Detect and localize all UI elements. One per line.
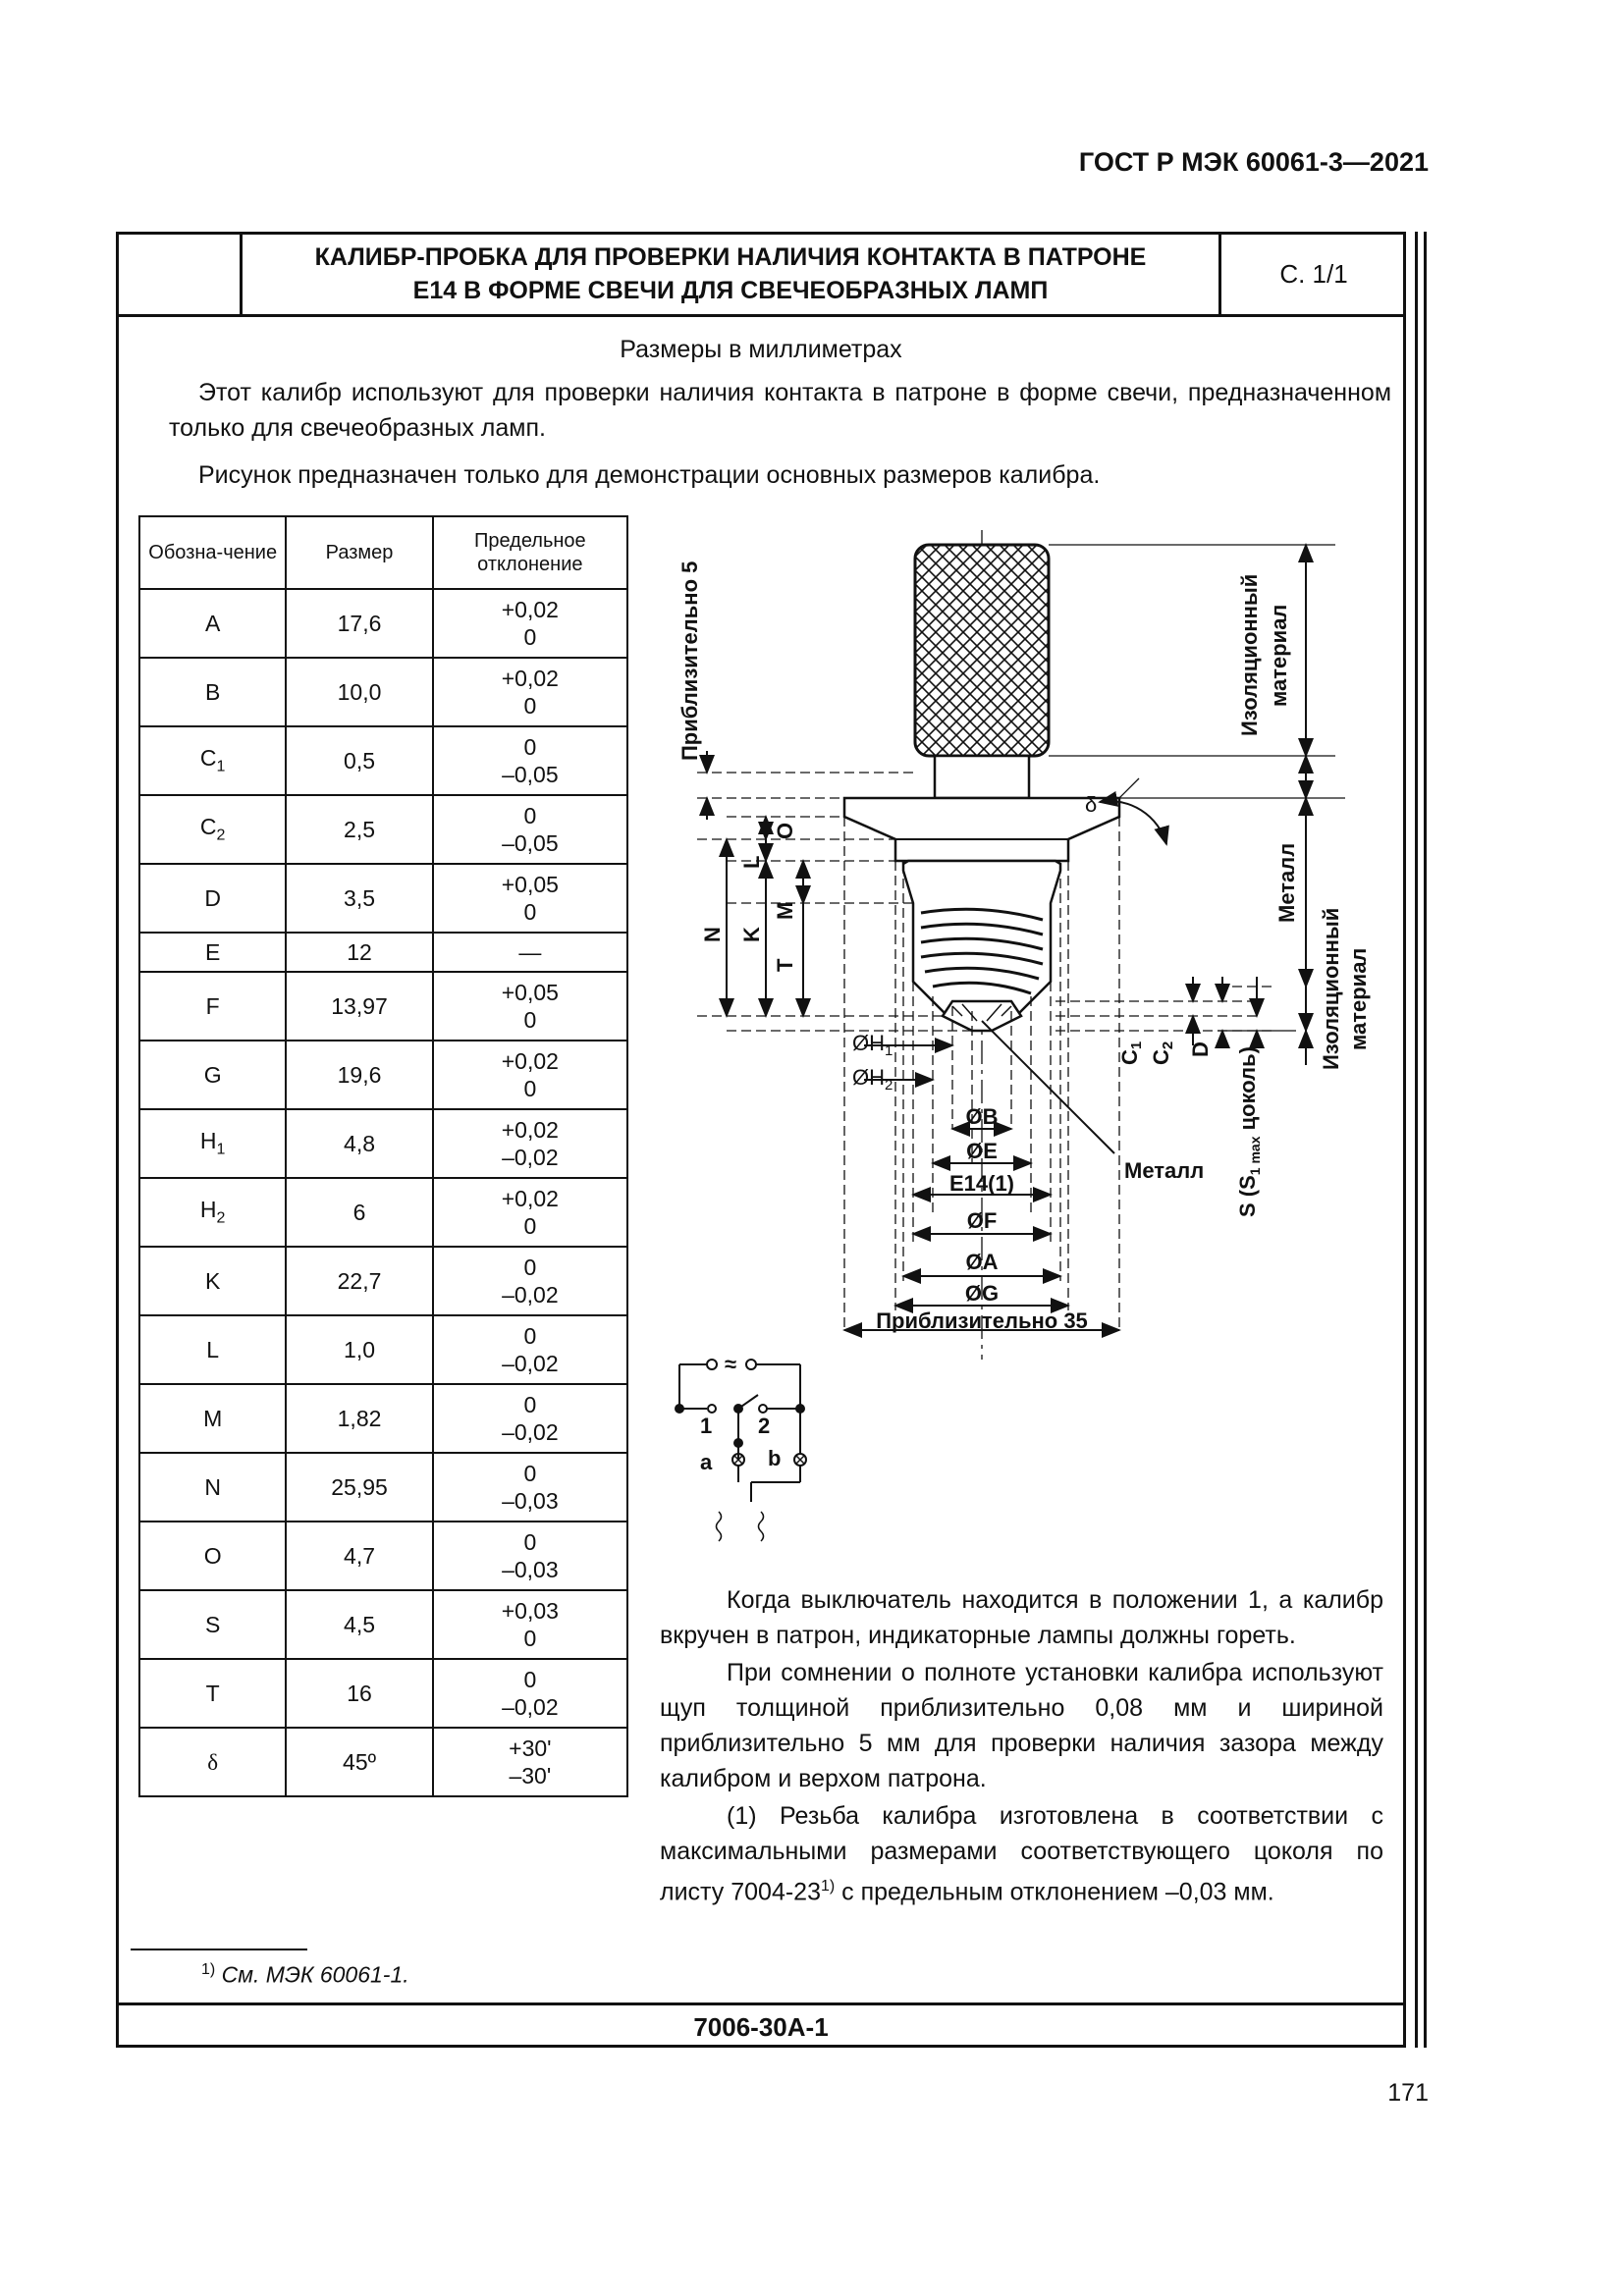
cell-deviation: +0,02 –0,02 [433, 1109, 627, 1178]
cell-deviation: +30' –30' [433, 1728, 627, 1796]
dimensions-note: Размеры в миллиметрах [620, 336, 902, 363]
cell-designation: M [139, 1384, 286, 1453]
label-dia-G: ØG [964, 1281, 1000, 1306]
cell-deviation: +0,02 0 [433, 1041, 627, 1109]
note-paragraph-1: Когда выключатель находится в положении 1, а калибр вкручен в патрон, индикаторные лампы должны гореть. [660, 1586, 1383, 1649]
label-T: T [773, 958, 797, 972]
cell-size: 45º [286, 1728, 432, 1796]
footnote-rule [131, 1949, 307, 1950]
label-O: O [773, 822, 797, 839]
cell-size: 6 [286, 1178, 432, 1247]
circuit-pos-2: 2 [758, 1414, 771, 1438]
cell-deviation: 0 –0,05 [433, 726, 627, 795]
cell-designation: G [139, 1041, 286, 1109]
footnote: $^{1)}$ См. МЭК 60061-1. [201, 1961, 409, 1988]
notes-block [660, 1582, 1383, 1909]
cell-deviation: 0 –0,02 [433, 1659, 627, 1728]
cell-deviation: 0 –0,02 [433, 1247, 627, 1315]
circuit-schematic [668, 1350, 844, 1546]
cell-size: 19,6 [286, 1041, 432, 1109]
cell-size: 2,5 [286, 795, 432, 864]
circuit-tilde: ≈ [725, 1352, 737, 1376]
note-paragraph-3: (1) Резьба калибра изготовлена в соответствии с максимальными размерами соответствующего цоколя по листу 7004-23$^{1)}$ с предельным отклонением –0,03 мм. [660, 1802, 1383, 1906]
cell-size: 4,5 [286, 1590, 432, 1659]
cell-designation: N [139, 1453, 286, 1522]
cell-designation: $C_1$ [139, 726, 286, 795]
cell-deviation: +0,02 0 [433, 1178, 627, 1247]
sheet-title [240, 232, 1221, 316]
cell-designation: B [139, 658, 286, 726]
cell-designation: A [139, 589, 286, 658]
cell-size: 17,6 [286, 589, 432, 658]
label-C2: C2 [1149, 1041, 1176, 1065]
frame-double-line-1 [1415, 232, 1418, 2048]
knurled-handle [915, 545, 1049, 756]
frame-double-line-2 [1424, 232, 1427, 2048]
label-dia-B: ØB [965, 1104, 999, 1129]
cell-size: 4,8 [286, 1109, 432, 1178]
label-D: D [1188, 1041, 1213, 1057]
table-row [139, 726, 627, 795]
circuit-pos-1: 1 [700, 1414, 713, 1438]
sheet-code: 7006-30А-1 [693, 2012, 829, 2042]
label-delta: δ [1085, 792, 1098, 817]
label-L: L [739, 855, 764, 869]
table-row [139, 589, 627, 658]
cell-designation: F [139, 972, 286, 1041]
label-S: S ($S_{1 max}$ цоколь) [1235, 1045, 1263, 1217]
table-row [139, 1041, 627, 1109]
cell-size: 10,0 [286, 658, 432, 726]
cell-size: 22,7 [286, 1247, 432, 1315]
cell-size: 1,0 [286, 1315, 432, 1384]
table-row [139, 933, 627, 972]
cell-size: 4,7 [286, 1522, 432, 1590]
cell-size: 25,95 [286, 1453, 432, 1522]
cell-deviation: +0,02 0 [433, 658, 627, 726]
label-approx-35: Приблизительно 35 [876, 1308, 1088, 1333]
cell-size: 13,97 [286, 972, 432, 1041]
cell-deviation: +0,03 0 [433, 1590, 627, 1659]
cell-designation: D [139, 864, 286, 933]
table-row [139, 864, 627, 933]
table-row [139, 972, 627, 1041]
table-row [139, 1522, 627, 1590]
cell-deviation: 0 –0,02 [433, 1315, 627, 1384]
circuit-lamp-a: a [700, 1450, 713, 1474]
flange [844, 798, 1119, 861]
cell-size: 0,5 [286, 726, 432, 795]
cell-designation: δ [139, 1728, 286, 1796]
cell-size: 16 [286, 1659, 432, 1728]
standard-designation: ГОСТ Р МЭК 60061-3—2021 [1078, 147, 1429, 177]
label-metal: Металл [1274, 842, 1299, 923]
label-dia-A: ØA [965, 1250, 999, 1274]
cell-deviation: +0,05 0 [433, 972, 627, 1041]
page-number: 171 [1387, 2079, 1429, 2107]
cell-size: 12 [286, 933, 432, 972]
cell-designation: T [139, 1659, 286, 1728]
label-N: N [700, 927, 725, 942]
header-designation: Обозна-чение [139, 516, 286, 589]
label-insulating-2: материал [1267, 604, 1291, 707]
cell-deviation: 0 –0,05 [433, 795, 627, 864]
table-row [139, 1384, 627, 1453]
cell-deviation: — [433, 933, 627, 972]
label-H1: $ØH_1$ [852, 1031, 893, 1059]
cell-designation: $C_2$ [139, 795, 286, 864]
table-header-row [139, 516, 627, 589]
cell-designation: E [139, 933, 286, 972]
table-row [139, 1247, 627, 1315]
table-row [139, 1659, 627, 1728]
table-row [139, 1728, 627, 1796]
dimensions-table [138, 515, 628, 1797]
cell-deviation: +0,02 0 [433, 589, 627, 658]
intro-paragraph-2: Рисунок предназначен только для демонстрации основных размеров калибра. [198, 461, 1101, 489]
label-insulating-3: Изоляционный [1319, 907, 1343, 1070]
title-separator [116, 314, 1406, 317]
label-metal-pointer: Металл [1124, 1158, 1205, 1183]
table-row [139, 1590, 627, 1659]
label-insulating-4: материал [1346, 947, 1371, 1050]
cell-deviation: 0 –0,03 [433, 1453, 627, 1522]
contact-tip [943, 1001, 1021, 1031]
label-H2: $ØH_2$ [852, 1065, 893, 1094]
sheet-number: С. 1/1 [1279, 258, 1348, 289]
cell-designation: S [139, 1590, 286, 1659]
cell-designation: $H_2$ [139, 1178, 286, 1247]
table-row [139, 1109, 627, 1178]
cell-deviation: 0 –0,03 [433, 1522, 627, 1590]
cell-size: 1,82 [286, 1384, 432, 1453]
cell-size: 3,5 [286, 864, 432, 933]
label-dia-F: ØF [966, 1208, 998, 1233]
table-row [139, 658, 627, 726]
note-paragraph-2: При сомнении о полноте установки калибра используют щуп толщиной приблизительно 0,08 мм и шириной приблизительно 5 мм для проверки наличия зазора между калибром и верхом патрона. [660, 1659, 1383, 1792]
handle-neck [935, 756, 1029, 798]
intro-paragraph-1: Этот калибр используют для проверки наличия контакта в патроне в форме свечи, предназначенном только для свечеобразных ламп. [169, 379, 1391, 442]
label-M: M [773, 901, 797, 920]
cell-deviation: 0 –0,02 [433, 1384, 627, 1453]
cell-deviation: +0,05 0 [433, 864, 627, 933]
label-E14: E14(1) [948, 1171, 1015, 1196]
table-row [139, 1453, 627, 1522]
footer-separator [116, 2002, 1406, 2005]
label-dia-E: ØE [966, 1139, 998, 1163]
table-row [139, 1315, 627, 1384]
cell-designation: K [139, 1247, 286, 1315]
cell-designation: O [139, 1522, 286, 1590]
label-C1: C1 [1117, 1041, 1145, 1065]
cell-designation: L [139, 1315, 286, 1384]
label-approx-5: Приблизительно 5 [677, 561, 702, 761]
label-insulating-1: Изоляционный [1237, 573, 1262, 736]
table-row [139, 1178, 627, 1247]
title-line-1: КАЛИБР-ПРОБКА ДЛЯ ПРОВЕРКИ НАЛИЧИЯ КОНТАКТА В ПАТРОНЕ [314, 243, 1147, 271]
header-size: Размер [286, 516, 432, 589]
label-K: K [739, 927, 764, 942]
cell-designation: $H_1$ [139, 1109, 286, 1178]
circuit-lamp-b: b [768, 1446, 782, 1470]
title-line-2: Е14 В ФОРМЕ СВЕЧИ ДЛЯ СВЕЧЕОБРАЗНЫХ ЛАМП [412, 277, 1049, 304]
table-row [139, 795, 627, 864]
header-deviation: Предельное отклонение [433, 516, 627, 589]
